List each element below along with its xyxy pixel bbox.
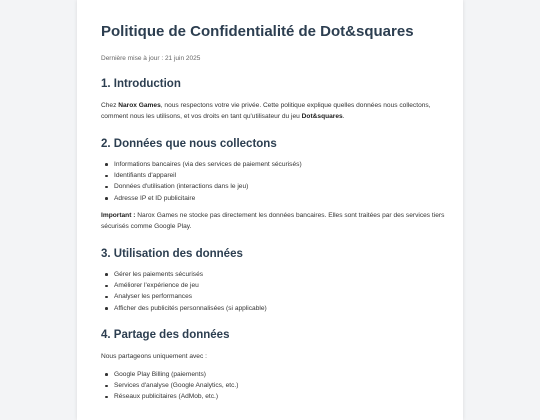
list-item: Analyser les performances [114,291,267,302]
company-name: Narox Games [118,102,161,109]
last-updated: Dernière mise à jour : 21 juin 2025 [101,55,201,62]
sharing-intro: Nous partageons uniquement avec : [101,353,207,360]
list-item: Données d'utilisation (interactions dans le jeu) [114,181,302,192]
collect-list [101,159,302,204]
section-heading-usage: 3. Utilisation des données [101,248,243,260]
game-name: Dot&squares [301,113,343,120]
intro-text-middle: , nous respectons votre vie privée. Cette politique explique quelles données nous collectons, comment nous les utilisons, et vos droits en tant qu'utilisateur du jeu [101,102,431,120]
intro-paragraph [101,100,445,122]
list-item: Gérer les paiements sécurisés [114,269,267,280]
list-item: Informations bancaires (via des services de paiement sécurisés) [114,159,302,170]
list-item: Adresse IP et ID publicitaire [114,193,302,204]
list-item: Réseaux publicitaires (AdMob, etc.) [114,391,238,402]
important-text: Narox Games ne stocke pas directement les données bancaires. Elles sont traitées par des services tiers sécurisés comme Google Play. [101,212,445,230]
list-item: Identifiants d'appareil [114,170,302,181]
important-note [101,210,445,232]
usage-list [101,269,267,314]
list-item: Services d'analyse (Google Analytics, etc.) [114,380,238,391]
document-card [77,0,463,420]
list-item: Google Play Billing (paiements) [114,369,238,380]
important-label: Important : [101,212,136,219]
sharing-list [101,369,238,403]
intro-text-suffix: . [342,113,345,120]
section-heading-collect: 2. Données que nous collectons [101,138,277,150]
list-item: Améliorer l'expérience de jeu [114,280,267,291]
list-item: Afficher des publicités personnalisées (si applicable) [114,303,267,314]
section-heading-sharing: 4. Partage des données [101,329,230,341]
section-heading-introduction: 1. Introduction [101,78,181,90]
intro-text-prefix: Chez [101,102,119,109]
page-title: Politique de Confidentialité de Dot&squares [101,23,414,40]
